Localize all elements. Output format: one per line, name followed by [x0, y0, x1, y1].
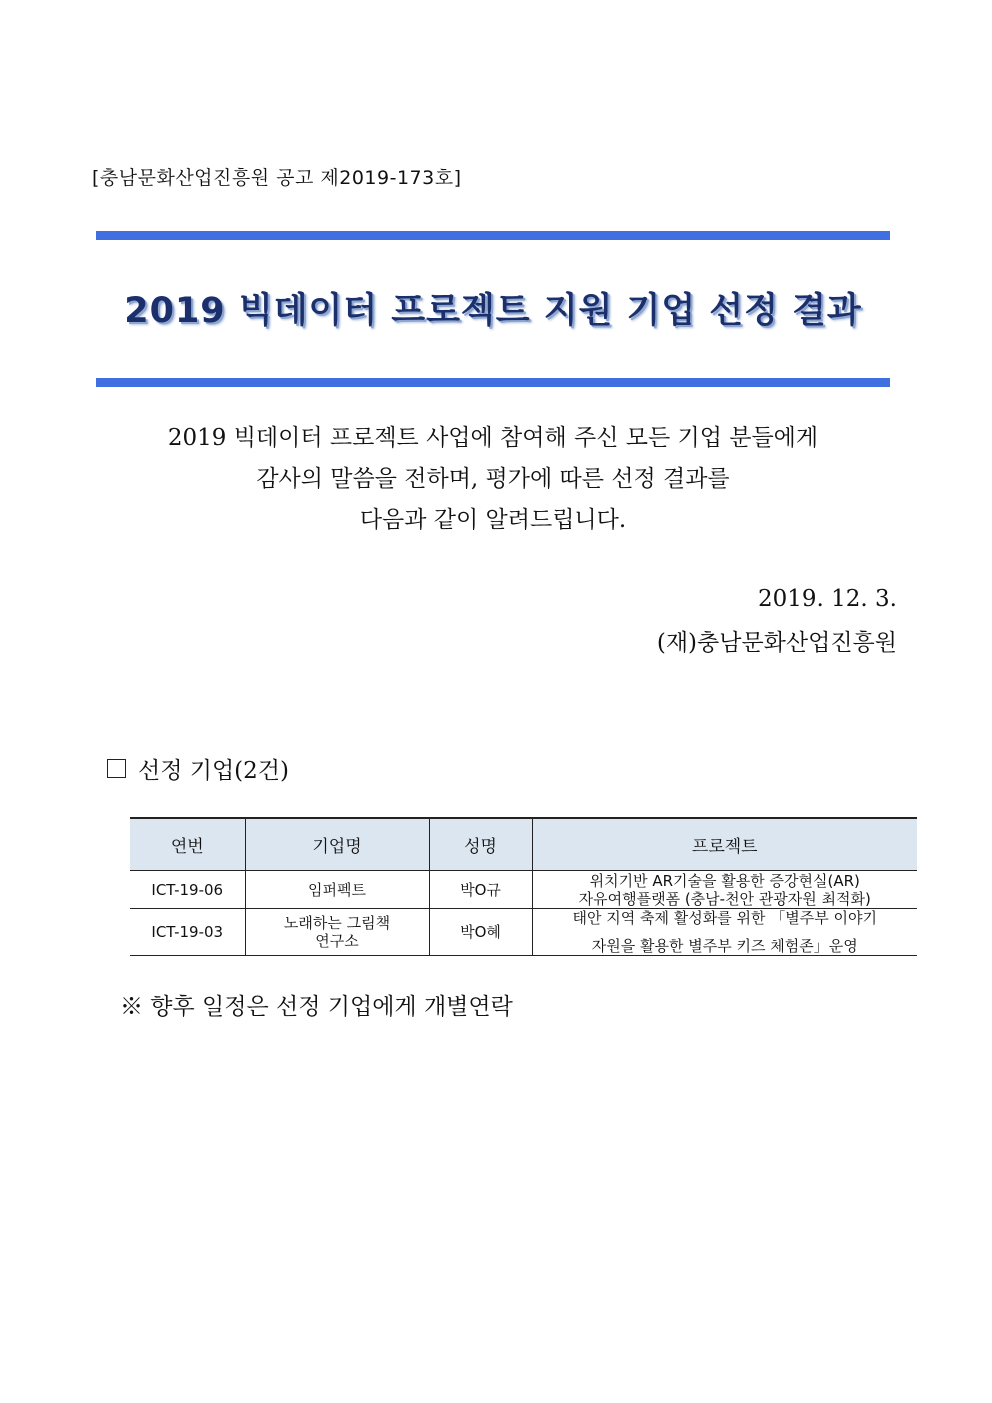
selected-companies-table [130, 817, 917, 956]
table-header-row [130, 818, 917, 871]
header-project: 프로젝트 [532, 818, 917, 871]
project-line: 태안 지역 축제 활성화를 위한 「별주부 이야기 [572, 909, 877, 927]
cell-company: 임퍼펙트 [245, 871, 429, 909]
table-row [130, 909, 917, 956]
intro-line: 감사의 말씀을 전하며, 평가에 따른 선정 결과를 [256, 466, 730, 492]
organization-name: (재)충남문화산업진흥원 [656, 630, 897, 656]
cell-company [245, 909, 429, 956]
announcement-date: 2019. 12. 3. [758, 586, 897, 612]
cell-project [532, 871, 917, 909]
cell-number: ICT-19-03 [130, 909, 245, 956]
title-top-rule [96, 231, 890, 240]
header-company: 기업명 [245, 818, 429, 871]
cell-name: 박O규 [429, 871, 532, 909]
intro-line: 다음과 같이 알려드립니다. [359, 507, 627, 533]
checkbox-icon [107, 759, 126, 778]
project-line: 자유여행플랫폼 (충남-천안 관광자원 최적화) [578, 889, 871, 908]
company-line: 연구소 [315, 932, 359, 950]
cell-number: ICT-19-06 [130, 871, 245, 909]
project-line: 위치기반 AR기술을 활용한 증강현실(AR) [589, 871, 860, 890]
project-line: 자원을 활용한 별주부 키즈 체험존」운영 [591, 937, 858, 955]
table-row [130, 871, 917, 909]
notice-number: [충남문화산업진흥원 공고 제2019-173호] [92, 167, 462, 189]
section-heading-text: 선정 기업(2건) [138, 758, 289, 784]
intro-line: 2019 빅데이터 프로젝트 사업에 참여해 주신 모든 기업 분들에게 [167, 425, 819, 451]
header-name: 성명 [429, 818, 532, 871]
section-heading [107, 752, 289, 785]
document-title: 2019 빅데이터 프로젝트 지원 기업 선정 결과 [124, 291, 862, 331]
company-line: 노래하는 그림책 [283, 914, 391, 932]
cell-project [532, 909, 917, 956]
cell-name: 박O혜 [429, 909, 532, 956]
footnote: ※ 향후 일정은 선정 기업에게 개별연락 [120, 994, 513, 1020]
header-number: 연번 [130, 818, 245, 871]
title-bottom-rule [96, 378, 890, 387]
intro-paragraph [96, 418, 890, 541]
